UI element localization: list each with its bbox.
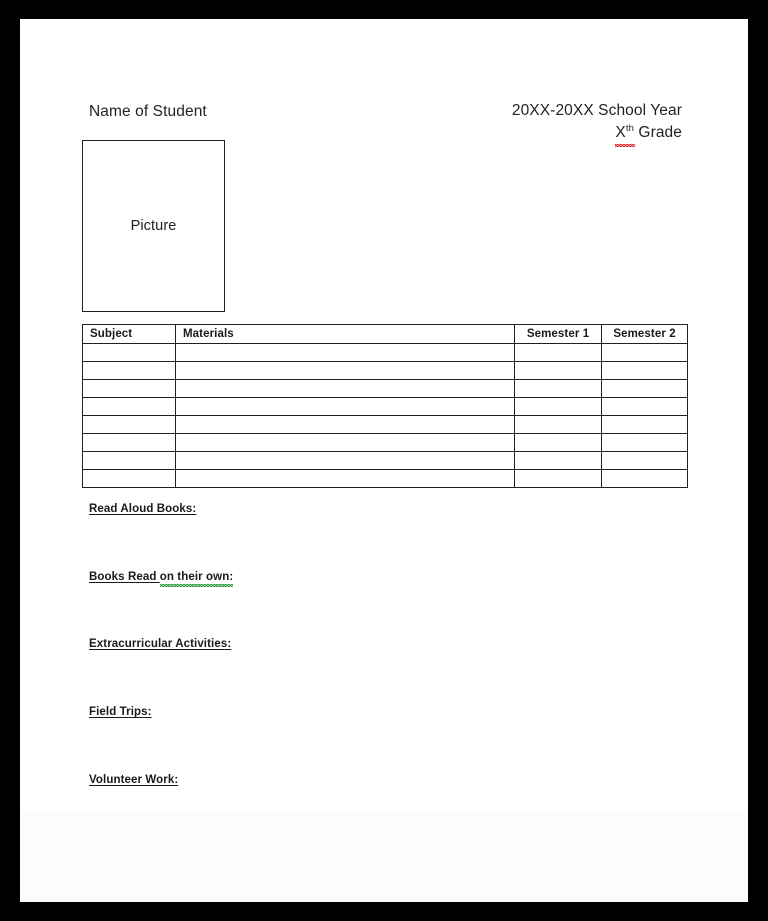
books-read-text-a: Books Read: [89, 571, 160, 583]
table-cell[interactable]: [176, 416, 515, 434]
student-name-field[interactable]: Name of Student: [89, 103, 207, 120]
document-page: [20, 19, 748, 902]
column-header-semester-1: Semester 1: [515, 325, 602, 344]
table-row: [83, 398, 688, 416]
table-cell[interactable]: [83, 434, 176, 452]
table-header-row: [83, 325, 688, 344]
books-read-text-b: on their own:: [159, 571, 234, 583]
table-row: [83, 416, 688, 434]
table-cell[interactable]: [602, 344, 688, 362]
grade-ordinal: [615, 122, 634, 144]
grade-ordinal-suffix: th: [625, 122, 634, 134]
section-label-read-aloud-books[interactable]: Read Aloud Books:: [89, 503, 197, 515]
section-label-field-trips[interactable]: Field Trips:: [89, 706, 152, 718]
section-label-extracurricular-activities[interactable]: Extracurricular Activities:: [89, 638, 232, 650]
document-header: [20, 19, 748, 139]
picture-placeholder-box[interactable]: [82, 140, 225, 312]
school-year-field[interactable]: 20XX-20XX School Year: [511, 102, 682, 119]
table-cell[interactable]: [515, 380, 602, 398]
table-row: [83, 362, 688, 380]
column-header-subject: Subject: [83, 325, 176, 344]
table-cell[interactable]: [515, 416, 602, 434]
table-cell[interactable]: [83, 380, 176, 398]
subject-materials-table: [82, 324, 688, 488]
table-cell[interactable]: [515, 362, 602, 380]
table-cell[interactable]: [602, 416, 688, 434]
section-label-books-read-on-their-own[interactable]: [89, 571, 233, 583]
section-label-volunteer-work[interactable]: Volunteer Work:: [89, 774, 179, 786]
table-cell[interactable]: [83, 416, 176, 434]
picture-placeholder-label: Picture: [130, 218, 177, 234]
table-cell[interactable]: [515, 434, 602, 452]
table-cell[interactable]: [176, 362, 515, 380]
table-cell[interactable]: [602, 452, 688, 470]
table-cell[interactable]: [602, 362, 688, 380]
table-cell[interactable]: [515, 470, 602, 488]
table-cell[interactable]: [176, 380, 515, 398]
grade-line[interactable]: [512, 122, 682, 144]
table-cell[interactable]: [602, 470, 688, 488]
page-bottom-band: [20, 810, 748, 902]
column-header-materials: Materials: [176, 325, 515, 344]
table-cell[interactable]: [83, 344, 176, 362]
table-row: [83, 470, 688, 488]
table-cell[interactable]: [176, 452, 515, 470]
grade-number: X: [615, 124, 626, 141]
table-row: [83, 434, 688, 452]
table-cell[interactable]: [83, 398, 176, 416]
table-row: [83, 344, 688, 362]
table-cell[interactable]: [515, 398, 602, 416]
table-cell[interactable]: [515, 452, 602, 470]
table-body: [83, 344, 688, 488]
table-cell[interactable]: [515, 344, 602, 362]
table-cell[interactable]: [176, 398, 515, 416]
table-cell[interactable]: [176, 434, 515, 452]
table-row: [83, 452, 688, 470]
table-row: [83, 380, 688, 398]
table-cell[interactable]: [602, 380, 688, 398]
column-header-semester-2: Semester 2: [602, 325, 688, 344]
grade-word: Grade: [634, 124, 682, 141]
table-cell[interactable]: [83, 452, 176, 470]
table-cell[interactable]: [83, 470, 176, 488]
table-cell[interactable]: [176, 344, 515, 362]
school-year-block: [512, 101, 682, 144]
table-cell[interactable]: [176, 470, 515, 488]
table-cell[interactable]: [602, 398, 688, 416]
table-cell[interactable]: [83, 362, 176, 380]
table-cell[interactable]: [602, 434, 688, 452]
